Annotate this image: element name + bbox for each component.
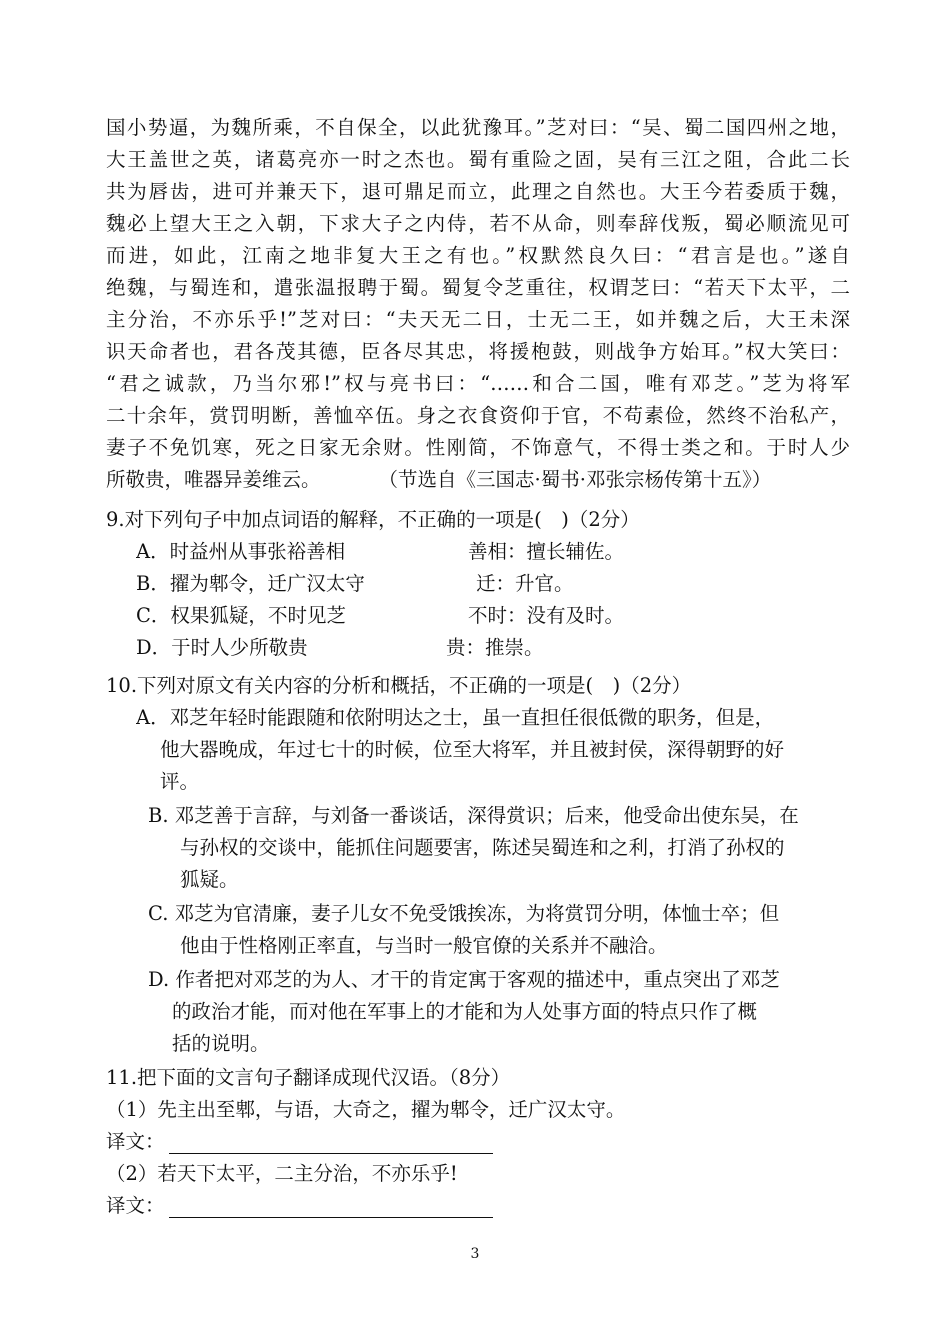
q11-stem: 11.把下面的文言句子翻译成现代汉语。（8分）	[106, 1066, 511, 1089]
option-explanation: 迁：升官。	[476, 572, 574, 595]
q10-option-a-cont: 他大器晚成，年过七十的时候，位至大将军，并且被封侯，深得朝野的好	[160, 738, 785, 761]
option-text: 擢为郫令，	[169, 572, 268, 595]
option-letter: A．	[136, 540, 170, 563]
q10-option-a: A．邓芝年轻时能跟随和依附明达之士，虽一直担任很低微的职务，但是，	[136, 706, 775, 729]
option-text: 权果狐疑，	[170, 604, 268, 627]
q11-answer-2	[106, 1194, 850, 1218]
passage-line: 大王盖世之英，诸葛亮亦一时之杰也。蜀有重险之固，吴有三江之阻，合此二长	[106, 148, 850, 171]
option-explanation: 贵：推崇。	[446, 636, 544, 659]
passage-line: 而进，如此，江南之地非复大王之有也。”权默然良久曰：“君言是也。”遂自	[106, 244, 850, 267]
option-explanation: 不时：没有及时。	[468, 604, 625, 627]
passage-text: 贵，唯器异姜维云。	[145, 468, 321, 491]
option-text: 广汉太守	[286, 572, 365, 595]
dotted-char: 不	[267, 604, 288, 627]
option-text: 于时人少所敬	[171, 636, 289, 659]
option-text: 时见芝	[287, 604, 346, 627]
answer-label: 译文：	[106, 1194, 165, 1217]
q10-option-c-cont: 他由于性格刚正率直，与当时一般官僚的关系并不融洽。	[180, 934, 668, 957]
dotted-char: 敬	[125, 468, 146, 491]
q10-option-d-cont: 的政治才能，而对他在军事上的才能和为人处事方面的特点只作了概	[172, 1000, 758, 1023]
answer-blank-2[interactable]	[169, 1197, 493, 1218]
dotted-char: 善	[306, 540, 326, 563]
passage-line: 妻子不免饥寒，死之日家无余财。性刚简，不饰意气，不得士类之和。于时人少	[106, 436, 850, 459]
q9-option-c	[136, 604, 836, 628]
page-number: 3	[470, 1246, 480, 1262]
source-citation: （节选自《三国志·蜀书·邓张宗杨传第十五》）	[378, 468, 772, 491]
option-letter: B．	[136, 572, 170, 595]
option-text: 时益州从事张裕	[169, 540, 307, 563]
q11-item-2: （2）若天下太平，二主分治，不亦乐乎!	[106, 1162, 458, 1185]
dotted-char: 迁	[267, 572, 287, 595]
answer-blank-1[interactable]	[169, 1133, 493, 1154]
answer-label: 译文：	[106, 1130, 165, 1153]
passage-line: 共为唇齿，进可并兼天下，退可鼎足而立，此理之自然也。大王今若委质于魏，	[106, 180, 850, 203]
q10-option-b-cont: 狐疑。	[180, 868, 239, 891]
q9-option-a	[136, 540, 836, 564]
q9-option-b	[136, 572, 836, 596]
passage-line: 国小势逼，为魏所乘，不自保全，以此犹豫耳。”芝对曰：“吴、蜀二国四州之地，	[106, 116, 850, 139]
passage-line: “君之诚款，乃当尔邪!”权与亮书曰：“……和合二国，唯有邓芝。”芝为将军	[106, 372, 850, 395]
option-letter: D．	[136, 636, 172, 659]
q10-option-c: C. 邓芝为官清廉，妻子儿女不免受饿挨冻，为将赏罚分明，体恤士卒；但	[148, 902, 780, 925]
q11-answer-1	[106, 1130, 850, 1154]
option-explanation: 善相：擅长辅佐。	[468, 540, 625, 563]
q10-option-d-cont: 括的说明。	[172, 1032, 270, 1055]
passage-line: 魏必上望大王之入朝，下求大子之内侍，若不从命，则奉辞伐叛，蜀必顺流见可	[106, 212, 850, 235]
q9-stem: 9.对下列句子中加点词语的解释，不正确的一项是( )（2分）	[106, 508, 640, 531]
q10-stem: 10.下列对原文有关内容的分析和概括，不正确的一项是( )（2分）	[106, 674, 692, 697]
passage-line: 绝魏，与蜀连和，遣张温报聘于蜀。蜀复令芝重往，权谓芝曰：“若天下太平，二	[106, 276, 850, 299]
passage-line: 二十余年，赏罚明断，善恤卒伍。身之衣食资仰于官，不苟素俭，然终不治私产，	[106, 404, 850, 427]
q11-item-1: （1）先主出至郫，与语，大奇之，擢为郫令，迁广汉太守。	[106, 1098, 626, 1121]
q10-option-a-cont: 评。	[160, 770, 200, 793]
passage-line: 识天命者也，君各茂其德，臣各尽其忠，将援枹鼓，则战争方始耳。”权大笑曰：	[106, 340, 850, 363]
q10-option-b-cont: 与孙权的交谈中，能抓住问题要害，陈述吴蜀连和之利，打消了孙权的	[180, 836, 785, 859]
passage-text: 所	[106, 468, 126, 491]
q10-option-b: B. 邓芝善于言辞，与刘备一番谈话，深得赏识；后来，他受命出使东吴，在	[148, 804, 799, 827]
passage-line: 主分治，不亦乐乎!”芝对曰：“夫天无二日，士无二王，如并魏之后，大王未深	[106, 308, 850, 331]
option-letter: C．	[136, 604, 171, 627]
dotted-char: 贵	[288, 636, 308, 659]
dotted-char: 相	[325, 540, 346, 563]
q10-option-d: D. 作者把对邓芝的为人、才干的肯定寓于客观的描述中，重点突出了邓芝	[148, 968, 780, 991]
passage-last-line	[106, 468, 850, 492]
q9-option-d	[136, 636, 836, 660]
